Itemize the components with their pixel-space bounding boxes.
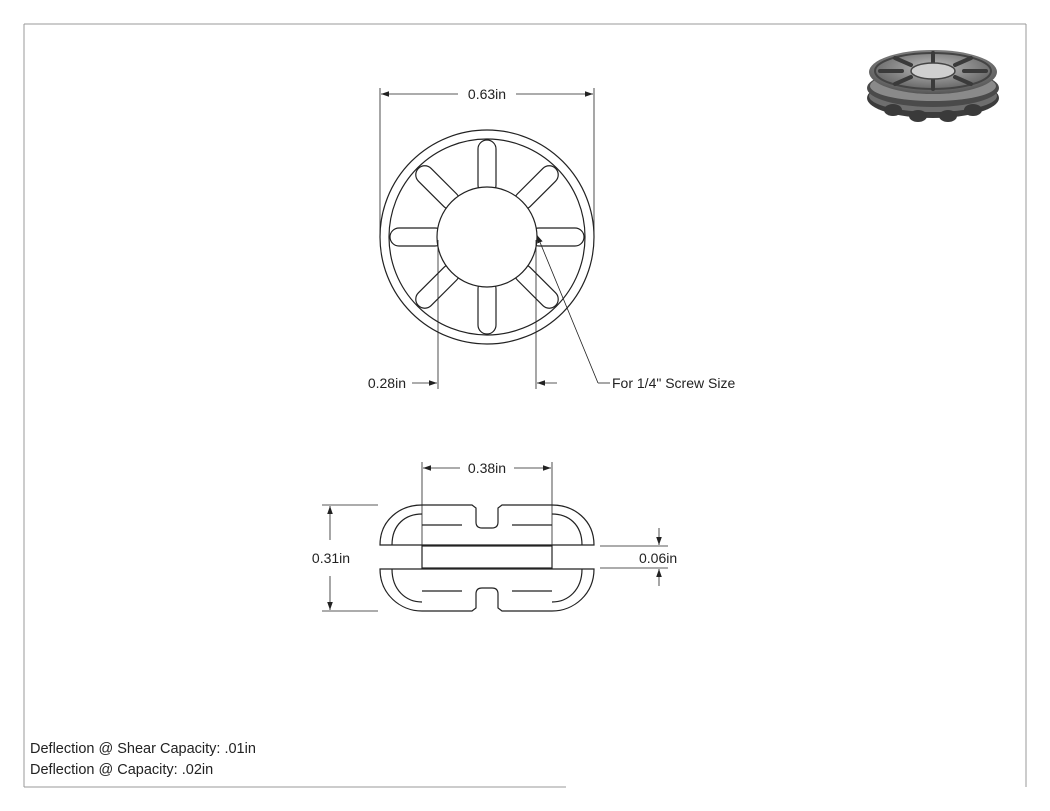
note-capacity-deflection: Deflection @ Capacity: .02in (30, 762, 214, 778)
outer-diameter-label: 0.63in (467, 86, 507, 102)
spoke (390, 228, 444, 246)
spoke (478, 140, 496, 194)
inner-diameter-label: 0.28in (367, 375, 406, 391)
height-label: 0.31in (311, 550, 351, 566)
isometric-render (867, 50, 999, 122)
side-view (380, 505, 594, 611)
top-view (380, 130, 594, 344)
spoke (478, 280, 496, 334)
gap-label: 0.06in (639, 550, 678, 566)
screw-size-label: For 1/4" Screw Size (612, 375, 736, 391)
width-label: 0.38in (467, 460, 507, 476)
note-shear-deflection: Deflection @ Shear Capacity: .01in (30, 741, 256, 757)
